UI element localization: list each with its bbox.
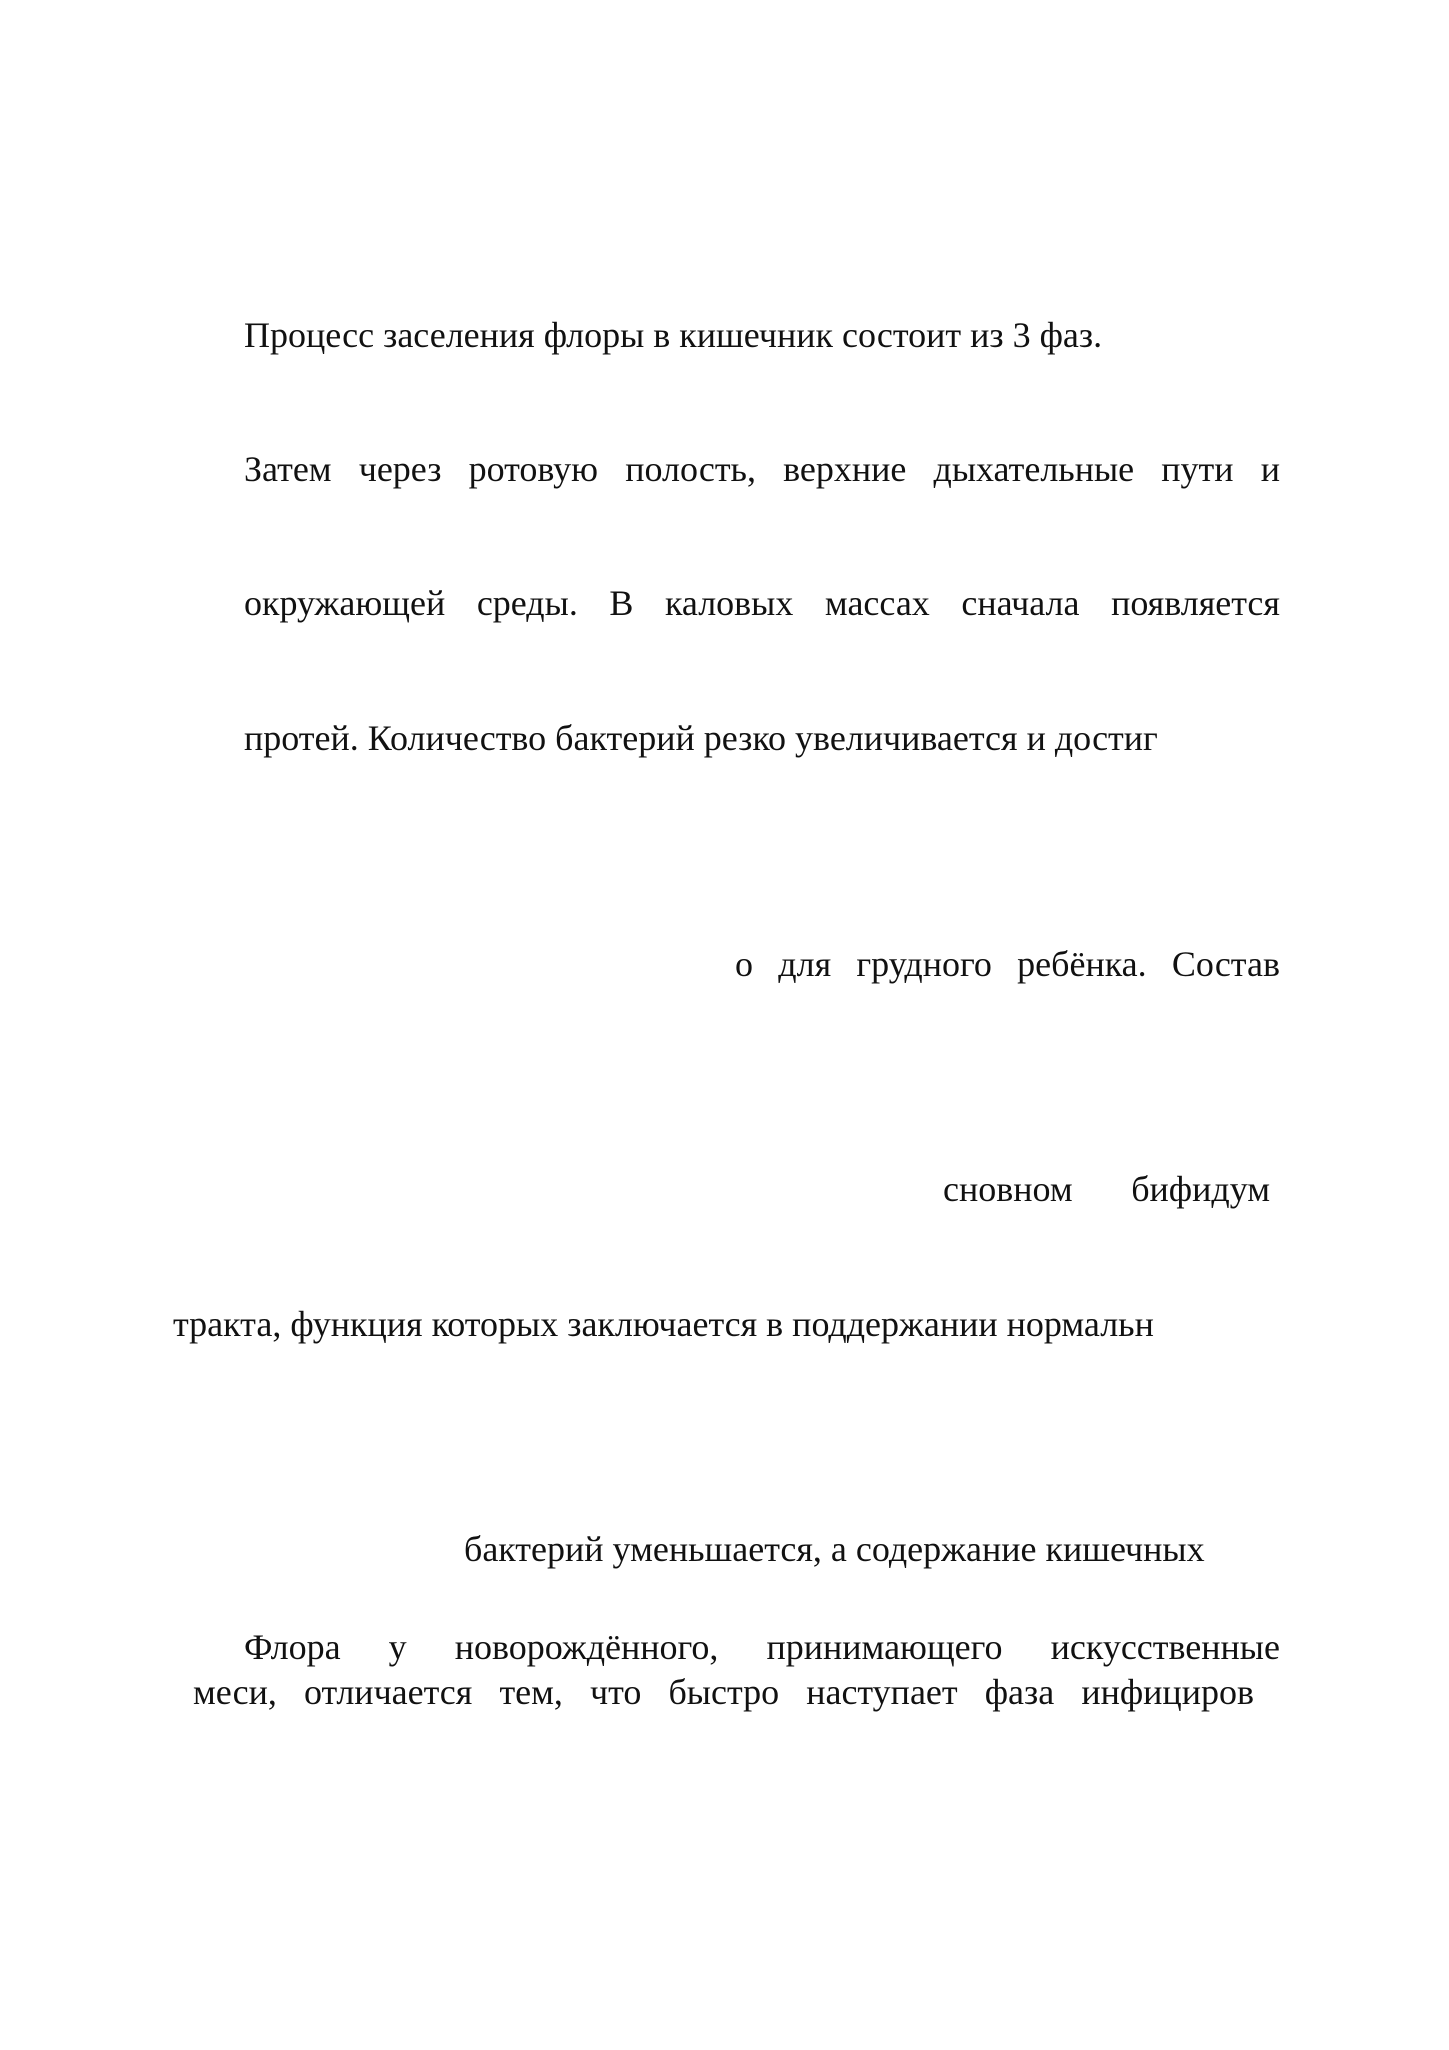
text-line-2 [244, 447, 1280, 491]
word: тем, [499, 1672, 563, 1712]
word: каловых [664, 583, 794, 623]
word: отличается [303, 1672, 473, 1712]
text-line-4: протей. Количество бактерий резко увеличивается и достиг [244, 718, 1158, 758]
word: окружающей [244, 583, 446, 623]
word: грудного [856, 944, 992, 984]
text-line-10 [193, 1670, 1254, 1714]
text-line-9 [244, 1625, 1280, 1669]
text-line-1: Процесс заселения флоры в кишечник состоит из 3 фаз. [244, 315, 1103, 355]
word: о [735, 944, 753, 984]
text-line-5 [735, 942, 1280, 986]
word: В [609, 583, 634, 623]
word: фаза [984, 1672, 1055, 1712]
word: верхние [783, 449, 907, 489]
word: через [358, 449, 442, 489]
word: сновном [943, 1169, 1073, 1209]
word: пути [1161, 449, 1234, 489]
word: меси, [193, 1672, 277, 1712]
word: ротовую [468, 449, 599, 489]
word: Затем [244, 449, 332, 489]
word: для [778, 944, 832, 984]
text-line-6 [943, 1167, 1270, 1211]
word: появляется [1111, 583, 1280, 623]
word: у [388, 1627, 407, 1667]
word: новорождённого, [454, 1627, 719, 1667]
word: инфициров [1081, 1672, 1254, 1712]
word: наступает [806, 1672, 958, 1712]
word: массах [824, 583, 930, 623]
word: среды. [476, 583, 578, 623]
word: Флора [244, 1627, 341, 1667]
word: полость, [625, 449, 756, 489]
word: и [1260, 449, 1280, 489]
text-line-7: тракта, функция которых заключается в поддержании нормальн [173, 1304, 1154, 1344]
word: Состав [1171, 944, 1280, 984]
word: искусственные [1050, 1627, 1280, 1667]
word: сначала [961, 583, 1080, 623]
word: что [590, 1672, 642, 1712]
word: принимающего [766, 1627, 1003, 1667]
word: бифидум [1131, 1169, 1270, 1209]
text-line-3 [244, 581, 1280, 625]
word: дыхательные [933, 449, 1135, 489]
word: ребёнка. [1017, 944, 1147, 984]
word: быстро [668, 1672, 780, 1712]
text-line-8: бактерий уменьшается, а содержание кишечных [464, 1529, 1205, 1569]
